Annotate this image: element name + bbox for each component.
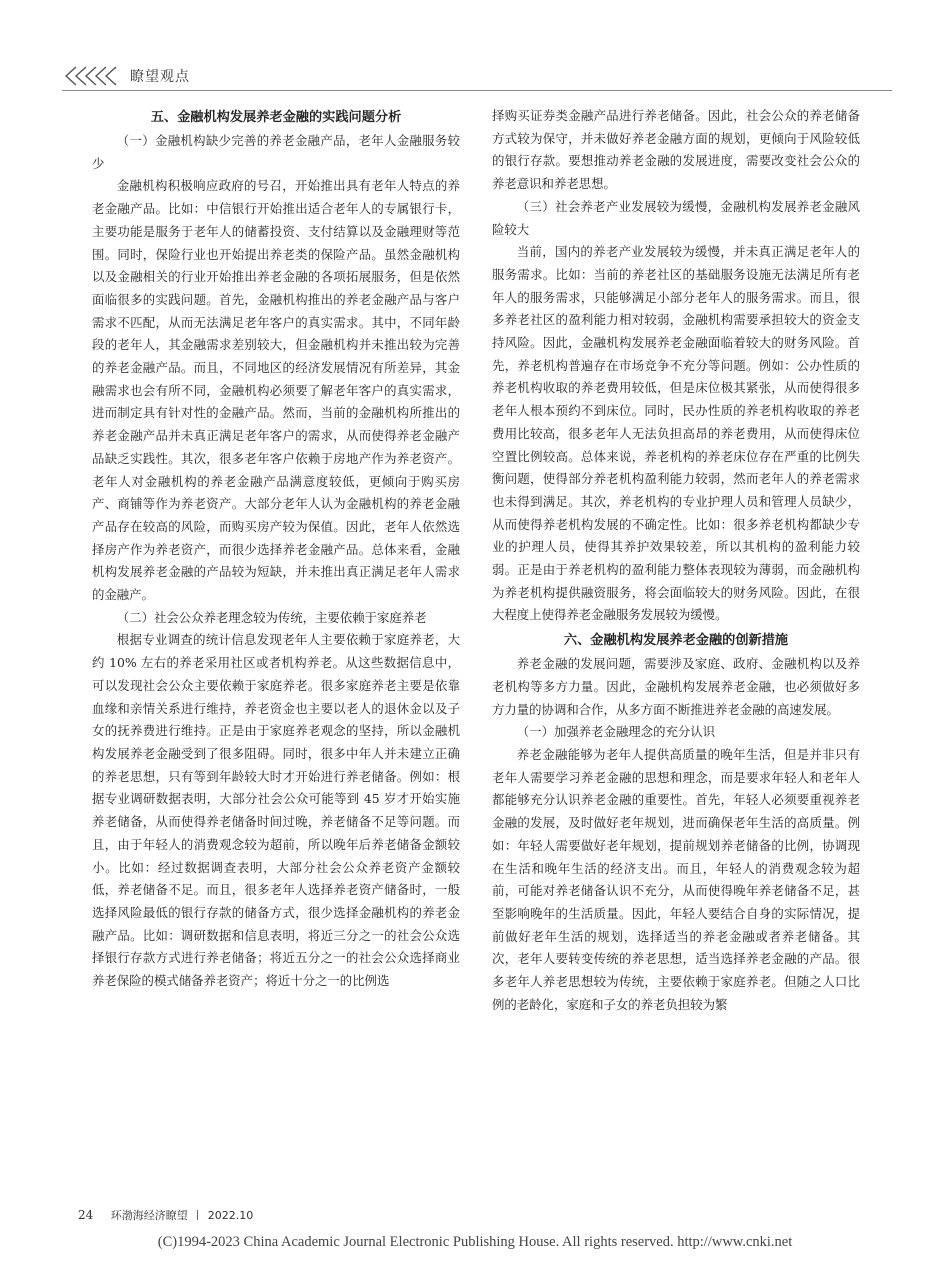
footer-divider [197,1210,198,1220]
subheading-4: （一）加强养老金融理念的充分认识 [516,724,716,740]
paragraph-1: 金融机构积极响应政府的号召，开始推出具有老年人特点的养老金融产品。比如：中信银行开始推出适合老年人的专属银行卡，主要功能是服务于老年人的储蓄投资、支付结算以及金融理财等范围。同时，保险行业也开始提出养老类的保险产品。虽然金融机构以及金融相关的行业开始推出养老金融的各项拓展服务，但是依然面临很多的实践问题。首先，金融机构推出的养老金融产品与客户需求不匹配，从而无法满足老年客户的真实需求。其中，不同年龄段的老年人，其金融需求差别较大，但金融机构并未推出较为完善的养老金融产品。而且，不同地区的经济发展情况有所差异，其金融需求也会有所不同，金融机构必须要了解老年客户的真实需求，进而制定具有针对性的金融产品。然而，当前的金融机构所推出的养老金融产品并未真正满足老年客户的需求，从而使得养老金融产品缺乏实践性。其次，很多老年客户依赖于房地产作为养老资产。老年人对金融机构的养老金融产品满意度较低，更倾向于购买房产、商铺等作为养老资产。大部分老年人认为金融机构的养老金融产品存在较高的风险，而购买房产较为保值。因此，老年人依然选择房产作为养老资产，而很少选择养老金融产品。总体来看，金融机构发展养老金融的产品较为短缺，并未推出真正满足老年人需求的金融产。 [92,178,460,603]
journal-name: 环渤海经济瞭望 [110,1209,188,1222]
page-number: 24 [78,1208,94,1222]
issue-date: 2022.10 [207,1209,254,1222]
chevrons-icon [62,64,126,88]
subheading-3: （三）社会养老产业发展较为缓慢，金融机构发展养老金融风险较大 [492,198,860,237]
paragraph-5: 养老金融能够为老年人提供高质量的晚年生活，但是并非只有老年人需要学习养老金融的思想和理念，而是要求年轻人和老年人都能够充分认识养老金融的重要性。首先，年轻人必须要重视养老金融的发展，及时做好老年规划，进而确保老年生活的高质量。例如：年轻人需要做好老年规划，提前规划养老储备的比例，协调现在生活和晚年生活的经济支出。而且，年轻人的消费观念较为超前，可能对养老储备认识不充分，从而使得晚年养老储备不足，甚至影响晚年的生活质量。因此，年轻人要结合自身的实际情况，提前做好老年生活的规划，选择适当的养老金融或者养老储备。其次，老年人要转变传统的养老思想，适当选择养老金融的产品。很多老年人养老思想较为传统，主要依赖于家庭养老。但随之人口比例的老龄化，家庭和子女的养老负担较为繁 [492,746,860,1012]
section-heading-5: 五、金融机构发展养老金融的实践问题分析 [150,110,402,125]
header-rule [62,90,892,91]
copyright-notice: (C)1994-2023 China Academic Journal Electronic Publishing House. All rights reserved. http://www.cnki.net [157,1234,793,1250]
paragraph-2-continued: 择购买证券类金融产品进行养老储备。因此，社会公众的养老储备方式较为保守，并未做好养老金融方面的规划，更倾向于风险较低的银行存款。要想推动养老金融的发展进度，需要改变社会公众的养老意识和养老思想。 [492,108,860,192]
left-column [92,104,460,993]
paragraph-3: 当前，国内的养老产业发展较为缓慢，并未真正满足老年人的服务需求。比如：当前的养老社区的基础服务设施无法满足所有老年人的服务需求，只能够满足小部分老年人的服务需求。而且，很多养老社区的盈利能力相对较弱，金融机构需要承担较大的资金支持风险。因此，金融机构发展养老金融面临着较大的财务风险。首先，养老机构普遍存在市场竞争不充分等问题。例如：公办性质的养老机构收取的养老费用较低，但是床位极其紧张，从而使得很多老年人根本预约不到床位。同时，民办性质的养老机构收取的养老费用比较高，很多老年人无法负担高昂的养老费用，从而使得床位空置比例较高。总体来说，养老机构的养老床位存在严重的比例失衡问题，使得部分养老机构盈利能力较弱，然而老年人的养老需求也未得到满足。其次，养老机构的专业护理人员和管理人员缺少，从而使得养老机构发展的不确定性。比如：很多养老机构都缺少专业的护理人员，使得其养护效果较差，所以其机构的盈利能力较弱。正是由于养老机构的盈利能力整体表现较为薄弱，而金融机构为养老机构提供融资服务，将会面临较大的财务风险。因此，在很大程度上使得养老金融服务发展较为缓慢。 [492,244,860,623]
subheading-2: （二）社会公众养老理念较为传统，主要依赖于家庭养老 [116,609,427,625]
section-label: 瞭望观点 [130,69,190,85]
page-footer [78,1207,253,1223]
section-heading-6: 六、金融机构发展养老金融的创新措施 [563,633,789,649]
right-column [492,105,860,1016]
paragraph-2: 根据专业调查的统计信息发现老年人主要依赖于家庭养老，大约 10% 左右的养老采用社区或者机构养老。从这些数据信息中，可以发现社会公众主要依赖于家庭养老。很多家庭养老主要是依靠血缘和亲情关系进行维持，养老资金也主要以老人的退休金以及子女的抚养费进行维持。正是由于家庭养老观念的坚持，所以金融机构发展养老金融受到了很多阻碍。同时，很多中年人并未建立正确的养老思想，只有等到年龄较大时才开始进行养老储备。例如：根据专业调研数据表明，大部分社会公众可能等到 45 岁才开始实施养老储备，从而使得养老储备时间过晚，养老储备不足等问题。而且，由于年轻人的消费观念较为超前，所以晚年后养老储备金额较小。比如：经过数据调查表明，大部分社会公众养老资产金额较低，养老储备不足。而且，很多老年人选择养老资产储备时，一般选择风险最低的银行存款的储备方式，很少选择金融机构的养老金融产品。比如：调研数据和信息表明，将近三分之一的社会公众选择银行存款方式进行养老储备；将近五分之一的社会公众选择商业养老保险的模式储备养老资产；将近十分之一的比例选 [92,632,460,989]
running-header [62,64,892,92]
subheading-1: （一）金融机构缺少完善的养老金融产品，老年人金融服务较少 [92,133,460,171]
paragraph-4: 养老金融的发展问题，需要涉及家庭、政府、金融机构以及养老机构等多方力量。因此，金融机构发展养老金融，也必须做好多方力量的协调和合作，从多方面不断推进养老金融的高速发展。 [492,656,860,717]
